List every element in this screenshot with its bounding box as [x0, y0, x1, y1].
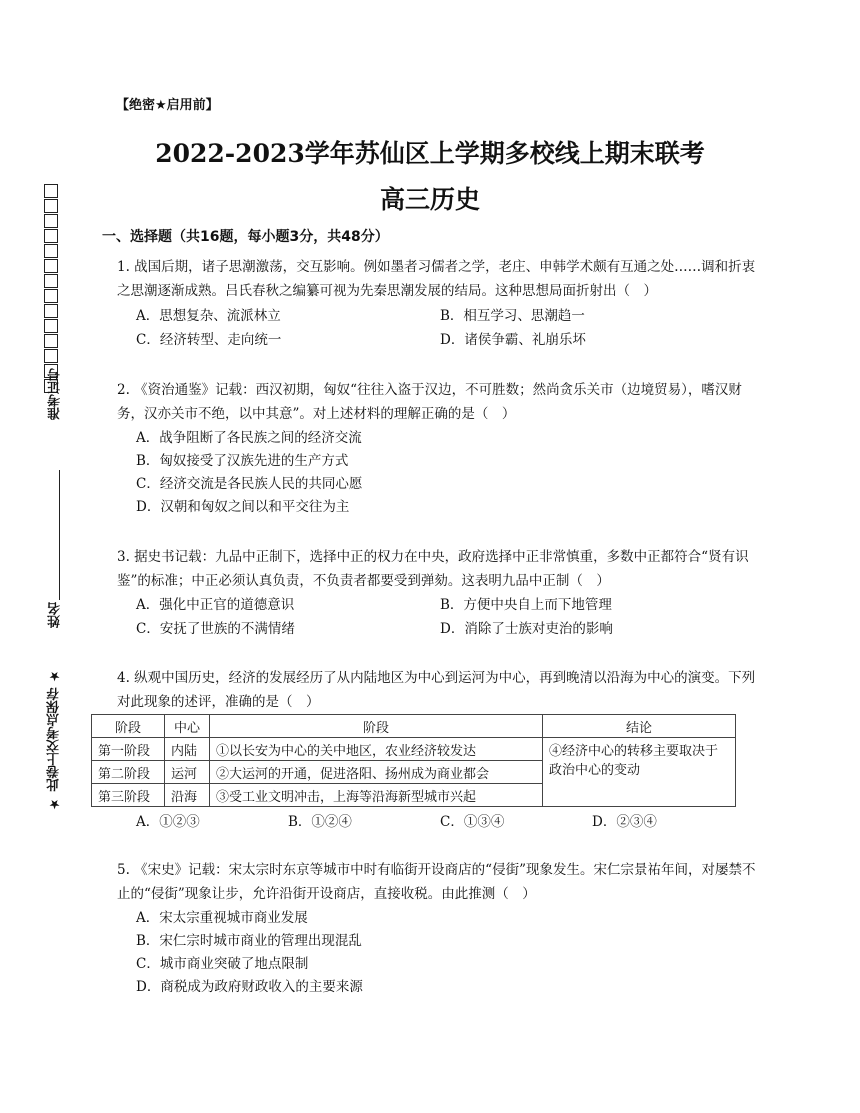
- question-1-stem: 1. 战国后期，诸子思潮激荡，交互影响。例如墨者习儒者之学，老庄、申韩学术颇有互通之处……调和折衷之思潮逐渐成熟。吕氏春秋之编纂可视为先秦思潮发展的结局。这种思想局面折射出（ ）: [117, 259, 756, 299]
- table-cell: ③受工业文明冲击，上海等沿海新型城市兴起: [210, 784, 543, 807]
- question-4-option-d[interactable]: D．②③④: [592, 814, 657, 830]
- question-3-option-d[interactable]: D．消除了士族对吏治的影响: [440, 621, 613, 637]
- table-cell: 沿海: [165, 784, 210, 807]
- question-5-option-b[interactable]: B．宋仁宗时城市商业的管理出现混乱: [136, 933, 362, 949]
- question-3-option-b[interactable]: B．方便中央自上而下地管理: [440, 597, 612, 613]
- conclusion-text: ④经济中心的转移主要取决于政治中心的变动: [549, 744, 719, 778]
- table-row: [92, 738, 736, 761]
- question-4-table: [91, 714, 736, 807]
- table-header: 阶段: [92, 715, 165, 738]
- question-4-option-c[interactable]: C．①③④: [440, 814, 505, 830]
- question-4-option-b[interactable]: B．①②④: [288, 814, 352, 830]
- question-5-option-a[interactable]: A．宋太宗重视城市商业发展: [136, 910, 308, 926]
- exam-subject: 高三历史: [379, 185, 480, 214]
- question-5-option-d[interactable]: D．商税成为政府财政收入的主要来源: [136, 979, 363, 995]
- question-1-option-c[interactable]: C．经济转型、走向统一: [136, 332, 282, 348]
- table-header: 中心: [165, 715, 210, 738]
- table-cell: 运河: [165, 761, 210, 784]
- question-3-option-a[interactable]: A．强化中正官的道德意识: [136, 597, 295, 613]
- table-cell: ①以长安为中心的关中地区，农业经济较发达: [210, 738, 543, 761]
- table-header: 阶段: [210, 715, 543, 738]
- table-cell: 第一阶段: [92, 738, 165, 761]
- confidential-tag: 【绝密★启用前】: [116, 98, 219, 113]
- question-3-option-c[interactable]: C．安抚了世族的不满情绪: [136, 621, 295, 637]
- question-1-option-d[interactable]: D．诸侯争霸、礼崩乐坏: [440, 332, 586, 348]
- question-1-option-b[interactable]: B．相互学习、思潮趋一: [440, 308, 585, 324]
- question-2-option-c[interactable]: C．经济交流是各民族人民的共同心愿: [136, 476, 363, 492]
- name-label: 姓名: [48, 602, 63, 628]
- question-2-option-a[interactable]: A．战争阻断了各民族之间的经济交流: [136, 430, 362, 446]
- question-5-stem: 5. 《宋史》记载：宋太宗时东京等城市中时有临街开设商店的“侵街”现象发生。宋仁宗景祐年间，对屡禁不止的“侵街”现象让步，允许沿街开设商店，直接收税。由此推测（ ）: [117, 862, 756, 902]
- table-conclusion: [543, 738, 736, 807]
- table-cell: 内陆: [165, 738, 210, 761]
- name-line: [59, 470, 60, 600]
- question-5-option-c[interactable]: C．城市商业突破了地点限制: [136, 956, 309, 972]
- keep-label: ★ 此卷上交考点保存 ★: [47, 668, 62, 812]
- question-2-stem: 2. 《资治通鉴》记载：西汉初期，匈奴“往往入盗于汉边，不可胜数；然尚贪乐关市（边境贸易），嗜汉财务，汉亦关市不绝，以中其意”。对上述材料的理解正确的是（ ）: [117, 382, 742, 422]
- table-cell: ②大运河的开通，促进洛阳、扬州成为商业都会: [210, 761, 543, 784]
- question-2-option-b[interactable]: B．匈奴接受了汉族先进的生产方式: [136, 453, 349, 469]
- table-cell: 第二阶段: [92, 761, 165, 784]
- table-header-row: [92, 715, 736, 738]
- table-header: 结论: [543, 715, 736, 738]
- question-3-stem: 3. 据史书记载：九品中正制下，选择中正的权力在中央，政府选择中正非常慎重，多数中正都符合“贤有识鉴”的标准；中正必须认真负责，不负责者都要受到弹劾。这表明九品中正制（ ）: [117, 549, 749, 589]
- question-1-option-a[interactable]: A．思想复杂、流派林立: [136, 308, 281, 324]
- section-title: 一、选择题（共16题，每小题3分，共48分）: [102, 229, 389, 245]
- question-4-option-a[interactable]: A．①②③: [136, 814, 200, 830]
- exam-title: 2022-2023学年苏仙区上学期多校线上期末联考: [155, 139, 705, 168]
- question-2-option-d[interactable]: D．汉朝和匈奴之间以和平交往为主: [136, 499, 350, 515]
- question-4-stem: 4. 纵观中国历史，经济的发展经历了从内陆地区为中心到运河为中心，再到晚清以沿海为中心的演变。下列对此现象的述评，准确的是（ ）: [117, 670, 756, 710]
- exam-id-label: 准考证号: [48, 368, 63, 420]
- table-cell: 第三阶段: [92, 784, 165, 807]
